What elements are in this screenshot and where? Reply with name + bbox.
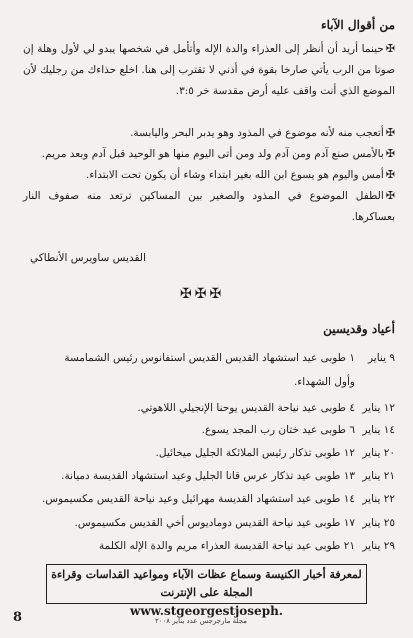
cross-icon: ✠	[385, 147, 395, 160]
saying-item: ✠بالأمس صنع آدم ومن آدم ولد ومن أتى اليوم منها هو الوحيد قبل آدم وبعد مريم.	[41, 147, 395, 160]
cross-icon: ✠	[385, 189, 395, 202]
website-notice-box	[46, 564, 367, 618]
feast-date: ٢١ يناير	[362, 470, 395, 482]
cross-icon: ✠	[385, 126, 395, 139]
feast-text: ٦ طوبى عيد ختان رب المجد يسوع.	[201, 424, 355, 436]
saying-item: ✠أتعجب منه لأنه موضوع في المذود وهو يدبر البحر واليابسة.	[130, 126, 395, 139]
feast-date: ٩ يناير	[368, 352, 395, 364]
feast-text: ٢١ طوبى عيد نياحة القديسة العذراء مريم والدة الإله الكلمة	[99, 540, 355, 552]
feast-text: وأول الشهداء.	[293, 376, 355, 388]
feast-text: ١٧ طوبى عيد نياحة القديس دوماديوس أخي القديس مكسيموس.	[74, 517, 355, 529]
feast-text: ١٣ طوبى عيد تذكار عرس قانا الجليل وعيد استشهاد القديسة دميانة.	[61, 470, 355, 482]
feast-date: ٢٠ يناير	[362, 447, 395, 459]
feast-date: ٢٥ يناير	[362, 517, 395, 529]
saying-item: ✠حينما أريد أن أنظر إلى العذراء والدة الإله وأتأمل في شخصها يبدو لي لأول وهلة إن صوتا من الرب يأتي صارخا بقوة في أذني لا تقترب إلى هنا. اخلع حذاءك من رجليك لأن الموضع الذي أنت واقف عليه أرض مقدسة خر ٣:٥.	[23, 42, 395, 97]
feast-date: ١٤ يناير	[362, 424, 395, 436]
feast-row	[20, 372, 395, 392]
feast-row	[20, 489, 395, 509]
cross-icon: ✠	[385, 42, 395, 55]
feast-row	[20, 443, 395, 463]
website-link[interactable]: www.stgeorgestjoseph.	[130, 604, 283, 618]
feast-text: ١٢ طوبى تذكار رئيس الملائكة الجليل ميخائيل.	[155, 447, 355, 459]
feasts-heading: أعياد وقديسين	[323, 322, 395, 336]
feast-date: ٢٩ يناير	[362, 540, 395, 552]
attribution: القديس ساويرس الأنطاكي	[30, 252, 146, 264]
feast-text: ١٤ طوبى عيد استشهاد القديسة مهرائيل وعيد نياحة القديس مكسيموس.	[41, 493, 355, 505]
sayings-heading: من أقوال الآباء	[320, 18, 395, 32]
feast-text: ٤ طوبى عيد نياحة القديس يوحنا الإنجيلي اللاهوتي.	[137, 402, 355, 414]
page-number: 8	[13, 610, 23, 625]
feast-date: ١٢ يناير	[362, 402, 395, 414]
feast-row	[20, 536, 395, 556]
saying-item: ✠أمس واليوم هو يسوع ابن الله بغير ابتداء وشاء أن يكون تحت الابتداء.	[86, 168, 395, 181]
feast-row	[20, 398, 395, 418]
saying-item: ✠الطفل الموضوع في المذود والصغير بين المساكين ترتعد منه صفوف النار بعساكرها.	[23, 189, 395, 223]
feast-row	[20, 466, 395, 486]
cross-divider-icon: ✠✠✠	[180, 286, 225, 302]
feast-row	[20, 420, 395, 440]
feast-row	[20, 348, 395, 368]
feast-row	[20, 513, 395, 533]
footer-label: مجلة مارجرجس عدد يناير ٢٠٠٨	[155, 617, 247, 625]
notice-text: لمعرفة أخبار الكنيسة وسماع عظات الآباء ومواعيد القداسات وقراءة المجلة على الإنترنت	[51, 568, 362, 599]
feast-date: ٢٢ يناير	[362, 493, 395, 505]
feast-text: ١ طوبى عيد استشهاد القديس القديس استفانوس رئيس الشمامسة	[64, 352, 355, 364]
cross-icon: ✠	[385, 168, 395, 181]
